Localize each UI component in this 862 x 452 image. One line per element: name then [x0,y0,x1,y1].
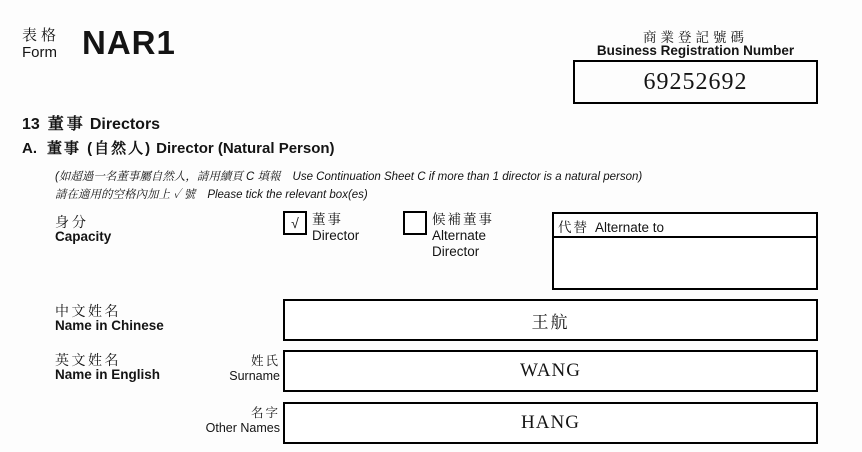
subsection-letter: A. [22,140,37,157]
surname-field[interactable] [283,350,818,392]
brn-label-zh: 商業登記號碼 [643,30,748,45]
tick-note-en: Please tick the relevant box(es) [207,189,368,201]
alternate-director-option-label-en1: Alternate [432,228,487,243]
form-label-en: Form [22,44,57,61]
alternate-director-option-label-zh: 候補董事 [432,212,494,227]
brn-field[interactable] [573,60,818,104]
surname-value: WANG [520,360,581,381]
section-number: 13 [22,116,40,133]
alternate-to-label-zh: 代替 [558,220,589,235]
form-label-zh: 表格 [22,27,61,44]
continuation-note [55,168,642,184]
alternate-to-label [554,214,816,238]
brn-label-en: Business Registration Number [596,43,795,58]
director-option-label [312,212,359,244]
other-names-value: HANG [521,412,580,433]
alternate-to-label-en: Alternate to [595,220,665,235]
surname-label [149,354,280,384]
chinese-name-label-en: Name in Chinese [55,318,164,333]
alternate-director-option-label [432,212,494,260]
capacity-label-zh: 身分 [55,214,89,230]
section-title-en: Directors [89,116,161,133]
alternate-to-value [554,238,816,290]
other-names-label [149,406,280,436]
surname-label-en: Surname [229,369,280,383]
alternate-director-checkbox[interactable] [403,211,427,235]
brn-value: 69252692 [643,68,748,95]
subsection-title-en: Director (Natural Person) [156,140,335,157]
chinese-name-value: 王航 [531,312,570,332]
alternate-director-option-label-en2: Director [432,244,480,259]
other-names-label-en: Other Names [205,421,280,435]
director-checkbox[interactable] [283,211,307,235]
director-checkbox-tick: √ [291,215,299,231]
capacity-label-en: Capacity [55,229,112,244]
director-option-label-en: Director [312,228,360,243]
subsection-a-heading [22,137,335,158]
subsection-title-zh: 董事 (自然人) [47,140,153,157]
tick-note [55,186,368,202]
alternate-to-field[interactable] [552,212,818,290]
director-option-label-zh: 董事 [312,212,343,227]
other-names-field[interactable] [283,402,818,444]
tick-note-zh: 請在適用的空格內加上 ✓ 號 [55,189,196,201]
surname-label-zh: 姓氏 [250,354,280,368]
continuation-note-zh: (如超過一名董事屬自然人，請用續頁 C 填報 [55,171,281,183]
other-names-label-zh: 名字 [250,406,280,420]
form-code: NAR1 [82,24,176,61]
section-13-heading [22,111,160,134]
section-title-zh: 董事 [47,116,86,133]
chinese-name-label-zh: 中文姓名 [55,303,121,319]
english-name-label-en: Name in English [55,367,161,382]
english-name-label-zh: 英文姓名 [55,352,121,368]
continuation-note-en: Use Continuation Sheet C if more than 1 director is a natural person) [292,171,643,183]
chinese-name-field[interactable] [283,299,818,341]
